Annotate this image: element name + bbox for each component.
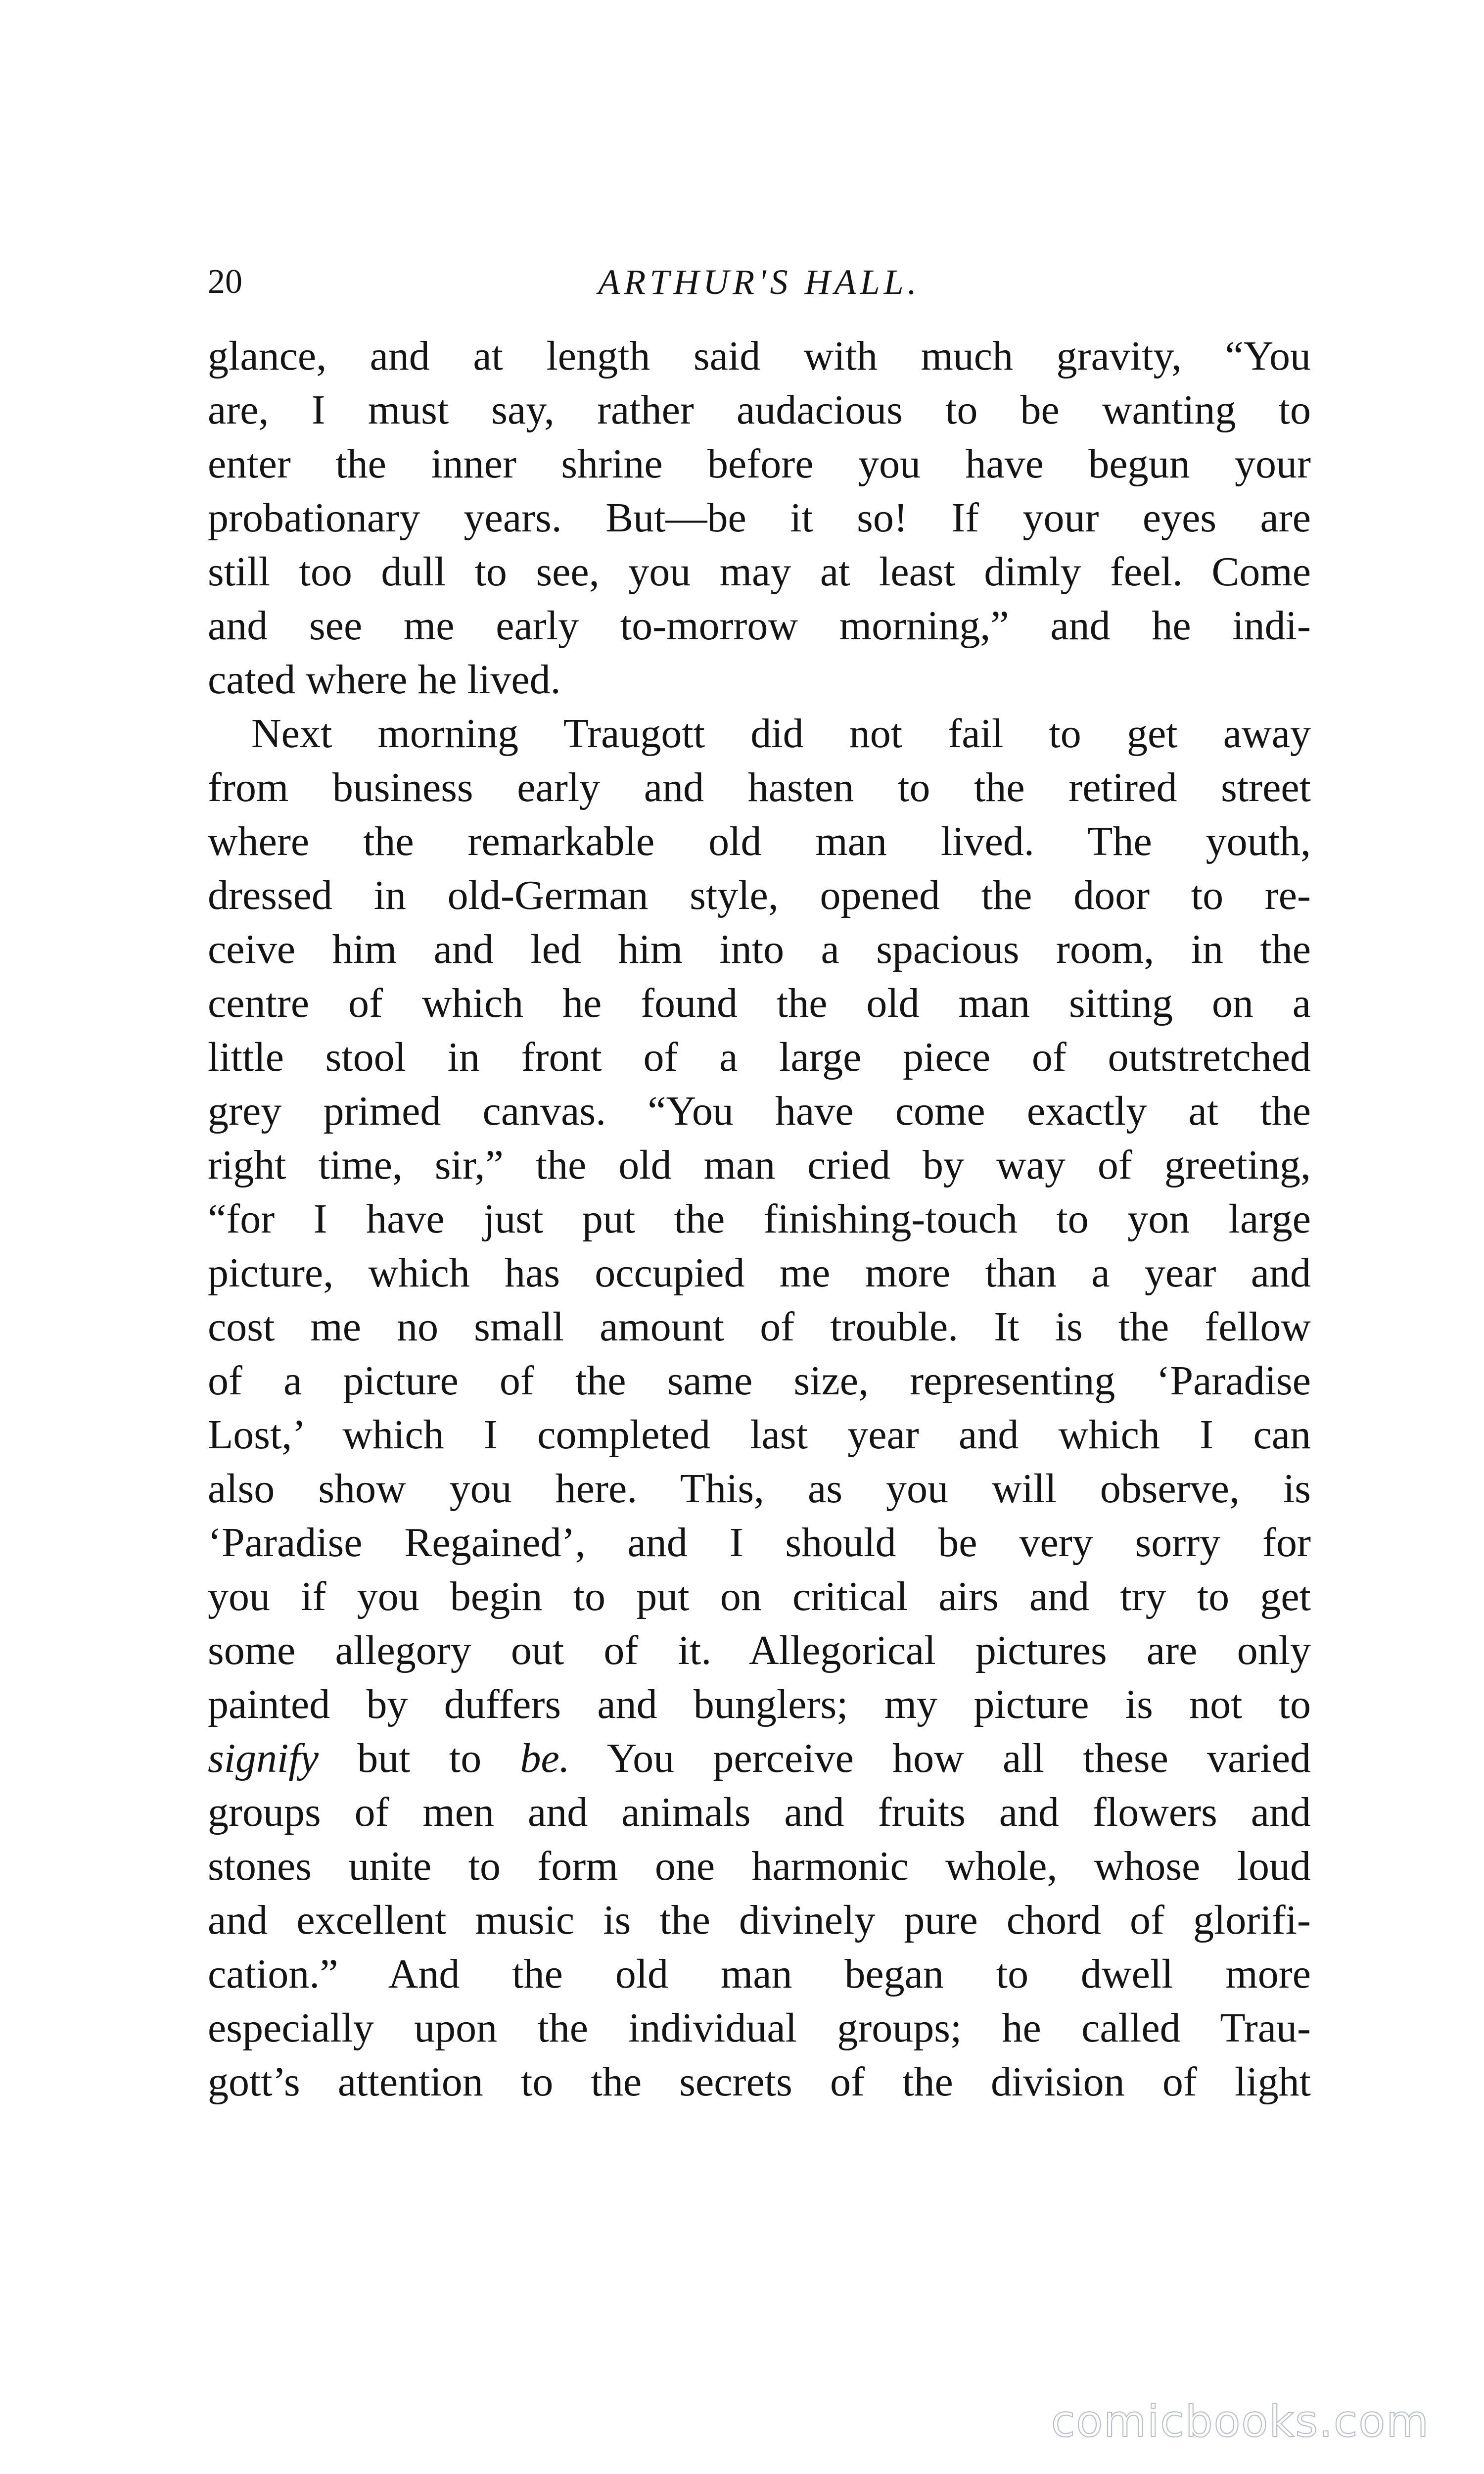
text-line: dressed in old-German style, opened the door to re- (208, 872, 1311, 918)
text-line: still too dull to see, you may at least dimly feel. Come (208, 549, 1311, 595)
text-line: Lost,’ which I completed last year and which I can (208, 1412, 1311, 1458)
line-text: but to (319, 1735, 520, 1781)
text-line: “for I have just put the finishing-touch to yon large (208, 1196, 1311, 1242)
text-line: are, I must say, rather audacious to be wanting to (208, 387, 1311, 433)
text-line: from business early and hasten to the retired street (208, 764, 1311, 810)
body-text (208, 329, 1311, 2109)
text-line: ‘Paradise Regained’, and I should be very sorry for (208, 1520, 1311, 1566)
text-line: also show you here. This, as you will observe, is (208, 1466, 1311, 1512)
page-number: 20 (208, 263, 242, 301)
running-head (208, 252, 1311, 312)
text-line: of a picture of the same size, representing ‘Paradise (208, 1358, 1311, 1404)
text-line: painted by duffers and bunglers; my picture is not to (208, 1681, 1311, 1727)
text-line: cost me no small amount of trouble. It is the fellow (208, 1304, 1311, 1350)
text-line: you if you begin to put on critical airs and try to get (208, 1573, 1311, 1619)
text-line: probationary years. But—be it so! If your eyes are (208, 495, 1311, 541)
text-line: grey primed canvas. “You have come exactly at the (208, 1088, 1311, 1134)
text-line: picture, which has occupied me more than a year and (208, 1250, 1311, 1296)
text-line: little stool in front of a large piece of outstretched (208, 1034, 1311, 1080)
text-line: some allegory out of it. Allegorical pictures are only (208, 1627, 1311, 1673)
text-line: stones unite to form one harmonic whole, whose loud (208, 1843, 1311, 1889)
text-line: ceive him and led him into a spacious room, in the (208, 926, 1311, 972)
text-line: right time, sir,” the old man cried by way of greeting, (208, 1142, 1311, 1188)
text-line: cated where he lived. (208, 657, 561, 703)
watermark-logo: comicbooks.com (1051, 2396, 1430, 2447)
text-line: Next morning Traugott did not fail to get away (251, 711, 1311, 757)
italic-word: be. (520, 1735, 570, 1781)
text-line-with-italics (208, 1731, 1311, 1785)
text-line: groups of men and animals and fruits and flowers and (208, 1789, 1311, 1835)
text-line: enter the inner shrine before you have begun your (208, 441, 1311, 487)
running-title: ARTHUR'S HALL. (598, 262, 921, 302)
text-line: cation.” And the old man began to dwell more (208, 1951, 1311, 1997)
line-text: You perceive how all these varied (569, 1735, 1311, 1781)
text-line: glance, and at length said with much gravity, “You (208, 333, 1311, 379)
text-line: especially upon the individual groups; he called Trau- (208, 2005, 1311, 2051)
text-line: gott’s attention to the secrets of the division of light (208, 2059, 1311, 2105)
text-line: centre of which he found the old man sitting on a (208, 980, 1311, 1026)
text-line: and see me early to-morrow morning,” and he indi- (208, 603, 1311, 649)
italic-word: signify (208, 1735, 319, 1781)
text-line: and excellent music is the divinely pure chord of glorifi- (208, 1897, 1311, 1943)
text-line: where the remarkable old man lived. The youth, (208, 818, 1311, 864)
